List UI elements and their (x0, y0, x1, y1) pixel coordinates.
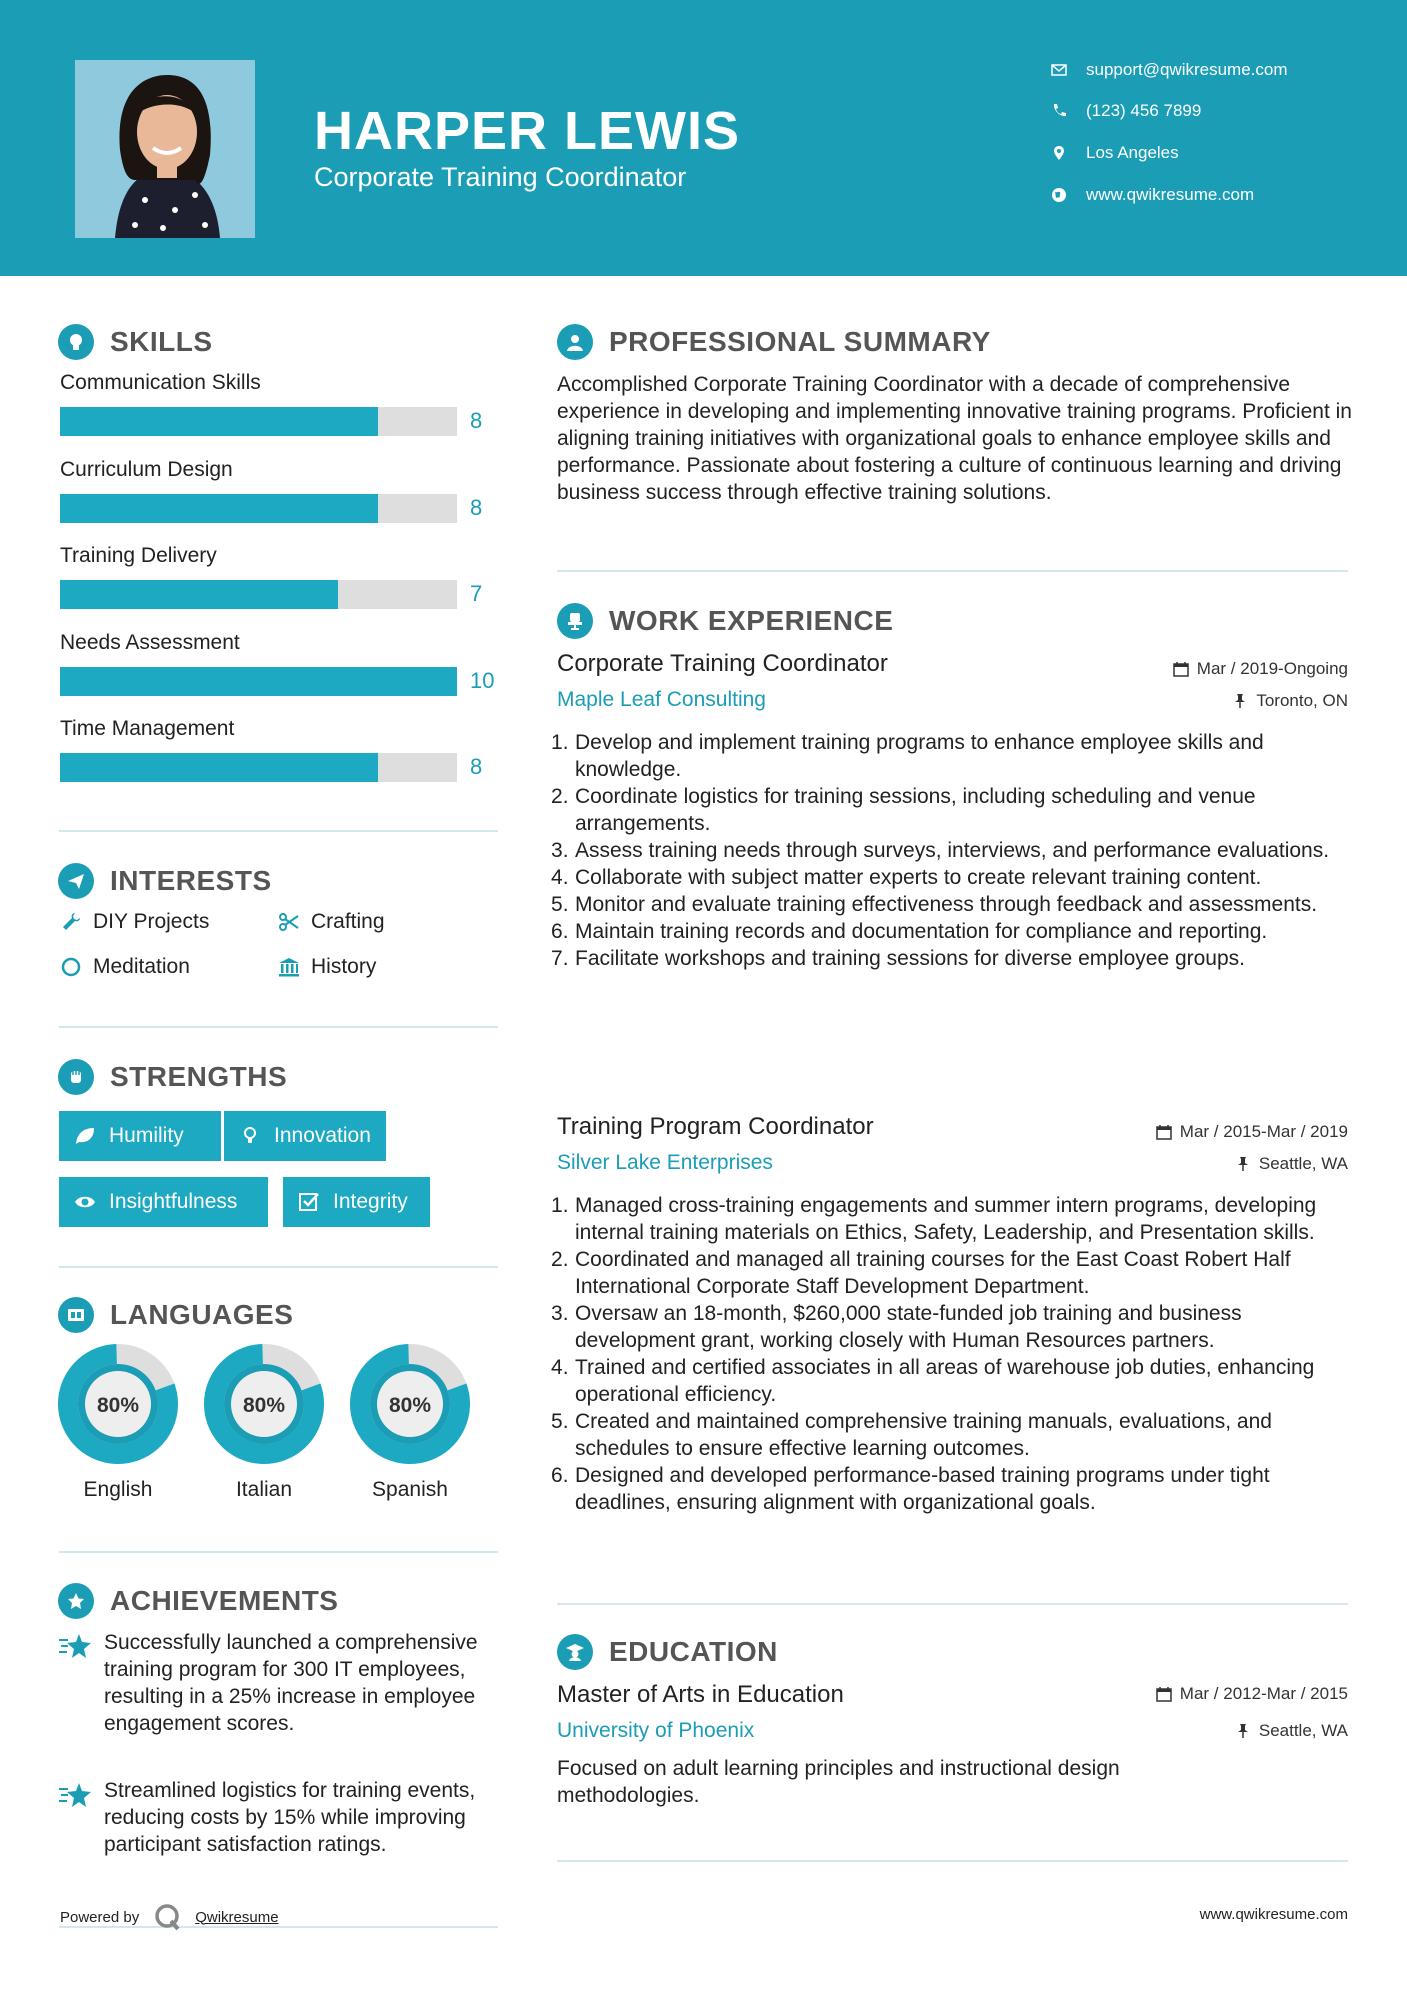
resume-header (0, 0, 1407, 276)
skill-label: Training Delivery (60, 544, 217, 567)
school-name: University of Phoenix (557, 1719, 755, 1742)
duty-item: Created and maintained comprehensive training manuals, evaluations, and schedules to ensure effective learning outcomes. (575, 1410, 1272, 1460)
language-donut (348, 1342, 472, 1471)
skill-bar-fill (60, 580, 338, 609)
language-donut-chart (202, 1342, 326, 1466)
company-name: Silver Lake Enterprises (557, 1151, 773, 1174)
language-donut-chart (56, 1342, 180, 1466)
education-description: Focused on adult learning principles and instructional design methodologies. (557, 1757, 1120, 1807)
duty-item: Facilitate workshops and training sessions for diverse employee groups. (575, 947, 1246, 970)
duty-item: Collaborate with subject matter experts to create relevant training content. (575, 866, 1262, 889)
job-dates: Mar / 2019-Ongoing (1173, 659, 1348, 679)
skill-label: Time Management (60, 717, 235, 740)
lightbulb-icon (58, 324, 94, 360)
contact-website[interactable] (1050, 185, 1254, 205)
office-chair-icon (557, 603, 593, 639)
pushpin-icon (1232, 693, 1248, 709)
calendar-icon (1156, 1124, 1172, 1140)
contact-email[interactable] (1050, 60, 1288, 80)
divider (59, 1551, 498, 1553)
strength-humility: Humility (59, 1111, 221, 1161)
profile-photo (75, 60, 255, 238)
contact-location (1050, 143, 1179, 163)
website-text: www.qwikresume.com (1086, 185, 1255, 204)
interest-diy-projects: DIY Projects (59, 910, 209, 934)
languages-heading: LANGUAGES (58, 1297, 293, 1333)
degree-title: Master of Arts in Education (557, 1681, 844, 1708)
language-name: English (83, 1478, 153, 1501)
contact-phone[interactable] (1050, 101, 1201, 121)
skill-bar-track (60, 667, 457, 696)
pushpin-icon (1235, 1723, 1251, 1739)
interest-history: History (277, 955, 376, 979)
achievement-item: Streamlined logistics for training events, reducing costs by 15% while improving participant satisfaction ratings. (104, 1779, 476, 1856)
envelope-icon (1050, 61, 1068, 79)
fist-icon (58, 1059, 94, 1095)
experience-heading: WORK EXPERIENCE (557, 603, 893, 639)
strength-innovation: Innovation (224, 1111, 386, 1161)
skill-bar-track (60, 580, 457, 609)
map-pin-icon (1050, 144, 1068, 162)
qwikresume-logo-icon (153, 1902, 183, 1932)
job-location: Seattle, WA (1235, 1154, 1348, 1174)
language-donut-chart (348, 1342, 472, 1466)
user-icon (557, 324, 593, 360)
divider (59, 830, 498, 832)
calendar-icon (1173, 661, 1189, 677)
education-location: Seattle, WA (1235, 1721, 1348, 1741)
duty-item: Assess training needs through surveys, interviews, and performance evaluations. (575, 839, 1330, 862)
phone-text: (123) 456 7899 (1086, 101, 1202, 120)
strength-insightfulness: Insightfulness (59, 1177, 268, 1227)
duty-item: Coordinate logistics for training sessions, including scheduling and venue arrangements. (575, 785, 1256, 835)
duty-item: Develop and implement training programs to enhance employee skills and knowledge. (575, 731, 1264, 781)
interests-heading: INTERESTS (58, 863, 272, 899)
portrait-illustration (75, 60, 255, 238)
summary-heading: PROFESSIONAL SUMMARY (557, 324, 991, 360)
achievement-item: Successfully launched a comprehensive training program for 300 IT employees, resulting in a 25% increase in employee engagement scores. (104, 1631, 478, 1735)
skill-label: Curriculum Design (60, 457, 233, 481)
phone-icon (1050, 102, 1068, 120)
leaf-icon (73, 1124, 97, 1148)
skill-level-value: 7 (470, 581, 483, 606)
divider (557, 1603, 1348, 1605)
duty-item: Designed and developed performance-based training programs under tight deadlines, ensuring alignment with organizational goals. (575, 1464, 1270, 1514)
skill-bar-track (60, 494, 457, 523)
candidate-title: Corporate Training Coordinator (314, 162, 687, 192)
language-name: Spanish (372, 1478, 448, 1501)
graduate-icon (557, 1634, 593, 1670)
language-name: Italian (235, 1478, 293, 1501)
language-card-icon (58, 1297, 94, 1333)
museum-icon (277, 955, 301, 979)
duty-item: Maintain training records and documentation for compliance and reporting. (575, 920, 1268, 943)
language-donut (56, 1342, 180, 1471)
scissors-icon (277, 910, 301, 934)
lightbulb-icon (238, 1124, 262, 1148)
achievements-heading: ACHIEVEMENTS (58, 1583, 338, 1619)
calendar-icon (1156, 1686, 1172, 1702)
language-percent-label: 80% (388, 1394, 432, 1417)
skill-level-value: 8 (470, 754, 483, 779)
strength-integrity: Integrity (283, 1177, 430, 1227)
divider (59, 1266, 498, 1268)
eye-icon (73, 1190, 97, 1214)
footer-url[interactable]: www.qwikresume.com (1199, 1906, 1348, 1923)
wrench-icon (59, 910, 83, 934)
duty-item: Managed cross-training engagements and summer intern programs, developing internal training materials on Ethics, Safety, Leadership, and Presentation skills. (575, 1194, 1317, 1244)
interest-crafting: Crafting (277, 910, 385, 934)
duty-item: Oversaw an 18-month, $260,000 state-funded job training and business development grant, working closely with Human Resources partners. (575, 1302, 1242, 1352)
skill-level-value: 8 (470, 494, 483, 520)
circle-icon (59, 955, 83, 979)
summary-text: Accomplished Corporate Training Coordinator with a decade of comprehensive experience in developing and implementing innovative training programs. Proficient in aligning training initiatives with organizational goals to enhance employee skills and performance. Passionate about fostering a culture of continuous learning and driving business success through effective training solutions. (557, 373, 1352, 504)
skill-level-value: 10 (470, 667, 495, 693)
paper-plane-icon (58, 863, 94, 899)
skill-label: Communication Skills (60, 371, 261, 394)
company-name: Maple Leaf Consulting (557, 688, 766, 711)
job-title: Corporate Training Coordinator (557, 650, 888, 677)
skill-label: Needs Assessment (60, 630, 240, 654)
skill-bar-fill (60, 753, 378, 782)
job-duties-list (557, 1192, 1357, 1516)
skill-bar-track (60, 407, 457, 436)
skill-bar-fill (60, 667, 457, 696)
shooting-star-icon (58, 1632, 92, 1660)
skill-level-value: 8 (470, 408, 483, 433)
job-location: Toronto, ON (1232, 691, 1348, 711)
brand-link[interactable]: Qwikresume (195, 1908, 279, 1926)
skill-bar-track (60, 753, 457, 782)
checkbox-icon (297, 1190, 321, 1214)
duty-item: Trained and certified associates in all areas of warehouse job duties, enhancing operational efficiency. (575, 1356, 1315, 1406)
divider (59, 1026, 498, 1028)
duty-item: Monitor and evaluate training effectiveness through feedback and assessments. (575, 893, 1318, 916)
shooting-star-icon (58, 1781, 92, 1809)
education-heading: EDUCATION (557, 1634, 778, 1670)
location-text: Los Angeles (1086, 143, 1179, 162)
strengths-heading: STRENGTHS (58, 1059, 287, 1095)
skills-heading: SKILLS (58, 324, 213, 360)
language-donut (202, 1342, 326, 1471)
skill-bar-fill (60, 407, 378, 436)
star-badge-icon (58, 1583, 94, 1619)
divider (557, 570, 1348, 572)
duty-item: Coordinated and managed all training courses for the East Coast Robert Half International Corporate Staff Development Department. (575, 1248, 1291, 1298)
language-percent-label: 80% (242, 1394, 286, 1417)
powered-by-label: Powered by (60, 1908, 140, 1926)
language-percent-label: 80% (96, 1394, 140, 1417)
globe-icon (1050, 186, 1068, 204)
powered-by (60, 1902, 279, 1932)
education-dates: Mar / 2012-Mar / 2015 (1156, 1684, 1348, 1704)
interest-meditation: Meditation (59, 955, 190, 979)
skill-bar-fill (60, 494, 378, 523)
divider (557, 1860, 1348, 1862)
email-text: support@qwikresume.com (1086, 60, 1288, 79)
job-duties-list (557, 729, 1357, 972)
job-dates: Mar / 2015-Mar / 2019 (1156, 1122, 1348, 1142)
job-title: Training Program Coordinator (557, 1113, 874, 1140)
pushpin-icon (1235, 1156, 1251, 1172)
candidate-name: HARPER LEWIS (314, 101, 741, 161)
